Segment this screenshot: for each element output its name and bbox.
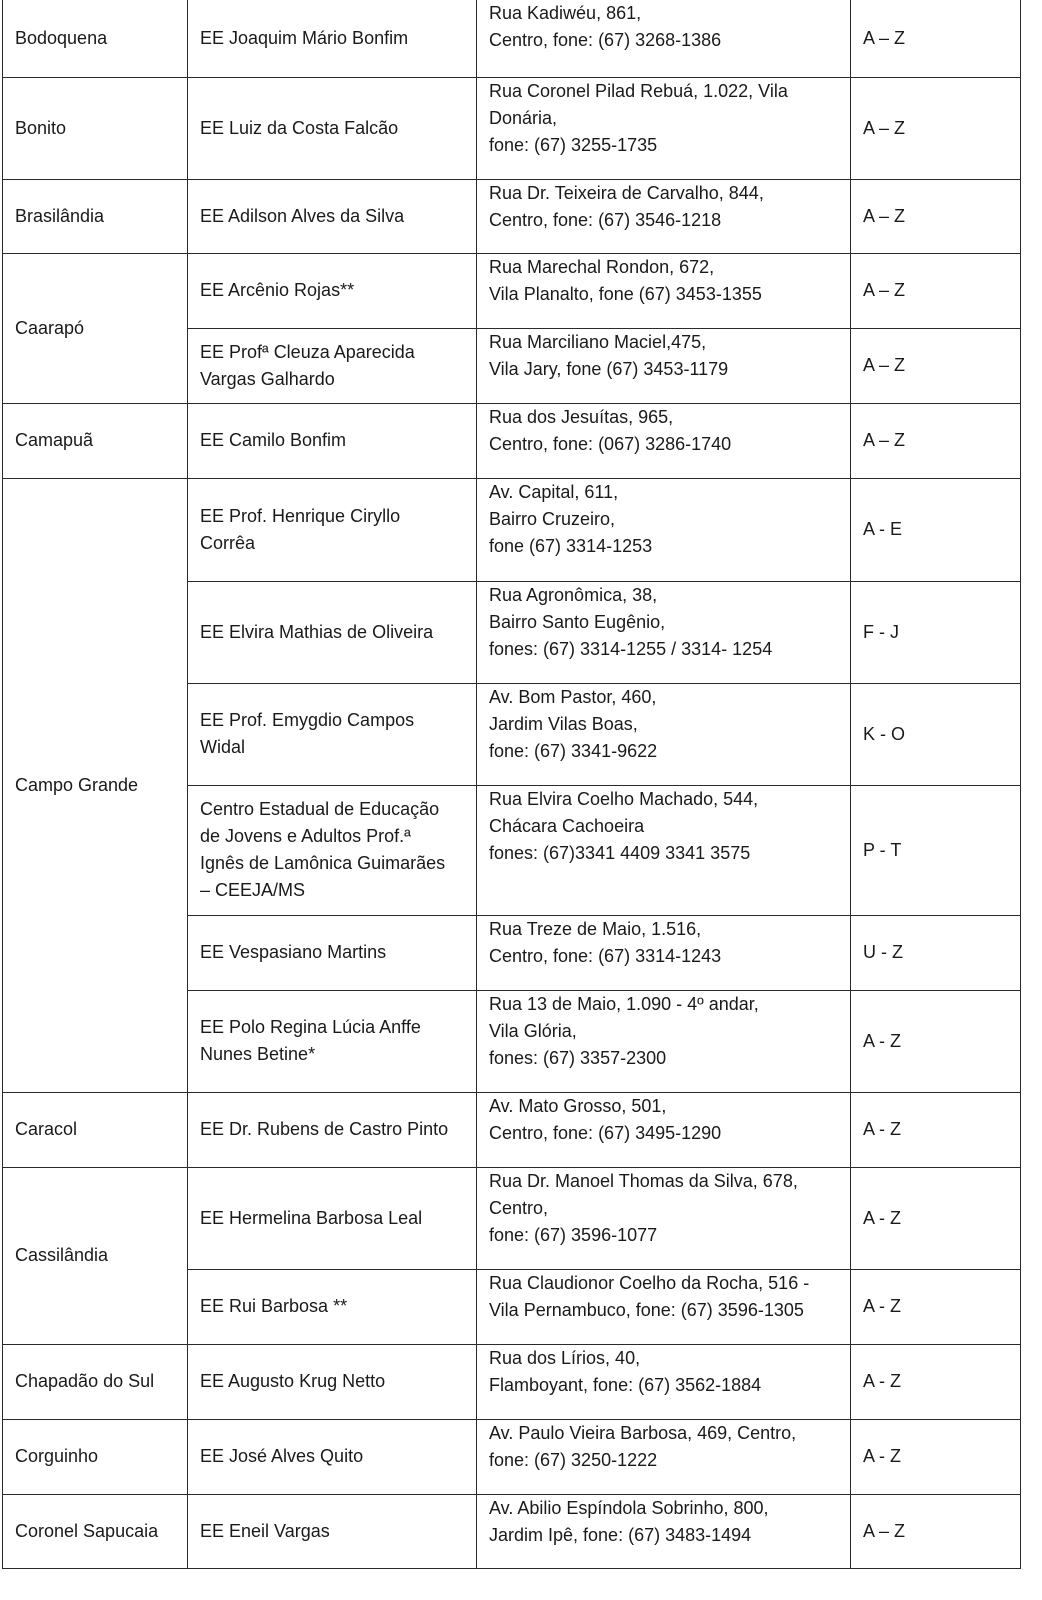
address-line: fones: (67) 3357-2300 (489, 1047, 667, 1068)
address-cell (477, 0, 851, 77)
address-line: Donária, (489, 107, 558, 128)
school-name-line: EE Eneil Vargas (200, 1520, 330, 1541)
address-line: fone (67) 3314-1253 (489, 535, 653, 556)
alphabet-range-cell: A - E (851, 478, 1021, 581)
table-row (3, 179, 1021, 253)
school-name-line: EE Rui Barbosa ** (200, 1296, 348, 1316)
address-line: Chácara Cachoeira (489, 815, 645, 836)
address-line: Av. Mato Grosso, 501, (489, 1095, 667, 1116)
alphabet-range-cell: A - Z (851, 1419, 1021, 1494)
school-name-line: de Jovens e Adultos Prof.ª (200, 826, 411, 846)
school-name-cell (188, 1092, 477, 1167)
alphabet-range-cell: A – Z (851, 253, 1021, 328)
address-line: Centro, fone: (67) 3268-1386 (489, 30, 722, 50)
address-line: Centro, fone: (067) 3286-1740 (489, 433, 732, 454)
address-line: Vila Jary, fone (67) 3453-1179 (489, 358, 729, 379)
address-line: Rua Claudionor Coelho da Rocha, 516 - (489, 1272, 810, 1293)
alphabet-range-cell: A - Z (851, 990, 1021, 1092)
school-name-line: Ignês de Lamônica Guimarães (200, 853, 446, 873)
table-row (3, 1419, 1021, 1494)
school-name-cell (188, 915, 477, 990)
school-name-line: EE Adilson Alves da Silva (200, 205, 405, 226)
alphabet-range-cell: A - Z (851, 1344, 1021, 1419)
school-name-line: Vargas Galhardo (200, 368, 335, 389)
alphabet-range-cell: U - Z (851, 915, 1021, 990)
city-cell: Brasilândia (3, 179, 188, 253)
table-row (3, 1092, 1021, 1167)
address-line: Rua Agronômica, 38, (489, 584, 658, 605)
address-line: fones: (67) 3314-1255 / 3314- 1254 (489, 638, 773, 659)
address-line: Vila Pernambuco, fone: (67) 3596-1305 (489, 1299, 804, 1320)
address-line: Jardim Vilas Boas, (489, 713, 638, 734)
address-cell (477, 1167, 851, 1269)
alphabet-range-cell: A – Z (851, 77, 1021, 179)
alphabet-range-cell: A – Z (851, 403, 1021, 478)
address-line: fone: (67) 3255-1735 (489, 134, 658, 155)
address-line: Rua Kadiwéu, 861, (489, 3, 642, 23)
address-cell (477, 915, 851, 990)
table-row (3, 1167, 1021, 1269)
address-cell (477, 581, 851, 683)
school-name-cell (188, 253, 477, 328)
address-line: Av. Paulo Vieira Barbosa, 469, Centro, (489, 1422, 797, 1443)
address-cell (477, 179, 851, 253)
address-line: fone: (67) 3596-1077 (489, 1224, 658, 1245)
school-name-line: EE Luiz da Costa Falcão (200, 117, 399, 138)
city-cell: Campo Grande (3, 478, 188, 1092)
address-line: Flamboyant, fone: (67) 3562-1884 (489, 1374, 762, 1395)
alphabet-range-cell: A - Z (851, 1167, 1021, 1269)
school-name-line: EE Elvira Mathias de Oliveira (200, 621, 434, 642)
city-cell: Corguinho (3, 1419, 188, 1494)
table-row (3, 77, 1021, 179)
school-name-cell (188, 581, 477, 683)
school-name-cell (188, 328, 477, 403)
address-cell (477, 1092, 851, 1167)
address-line: Vila Glória, (489, 1020, 577, 1041)
address-line: Rua 13 de Maio, 1.090 - 4º andar, (489, 993, 759, 1014)
address-cell (477, 683, 851, 785)
school-name-line: EE Arcênio Rojas** (200, 280, 355, 300)
school-name-cell (188, 1494, 477, 1568)
address-line: Rua Elvira Coelho Machado, 544, (489, 788, 759, 809)
address-line: Bairro Cruzeiro, (489, 508, 616, 529)
address-cell (477, 1419, 851, 1494)
address-line: Av. Bom Pastor, 460, (489, 686, 657, 707)
address-line: Jardim Ipê, fone: (67) 3483-1494 (489, 1524, 752, 1545)
address-line: Rua Dr. Manoel Thomas da Silva, 678, (489, 1170, 798, 1191)
address-line: Centro, fone: (67) 3495-1290 (489, 1122, 722, 1143)
alphabet-range-cell: P - T (851, 785, 1021, 915)
alphabet-range-cell: A - Z (851, 1269, 1021, 1344)
school-name-line: EE Camilo Bonfim (200, 430, 347, 450)
school-name-cell (188, 1167, 477, 1269)
school-name-cell (188, 1269, 477, 1344)
school-name-line: EE Dr. Rubens de Castro Pinto (200, 1119, 449, 1139)
address-cell (477, 1494, 851, 1568)
address-cell (477, 328, 851, 403)
address-line: Rua dos Jesuítas, 965, (489, 406, 674, 427)
school-name-cell (188, 0, 477, 77)
address-cell (477, 1269, 851, 1344)
table-row (3, 1494, 1021, 1568)
city-cell: Camapuã (3, 403, 188, 478)
address-line: Centro, fone: (67) 3314-1243 (489, 945, 722, 966)
school-name-line: EE Joaquim Mário Bonfim (200, 27, 409, 48)
address-cell (477, 785, 851, 915)
alphabet-range-cell: A – Z (851, 328, 1021, 403)
school-name-line: Centro Estadual de Educação (200, 799, 440, 819)
alphabet-range-cell: A – Z (851, 1494, 1021, 1568)
address-cell (477, 253, 851, 328)
school-name-cell (188, 785, 477, 915)
school-name-line: Corrêa (200, 532, 256, 553)
city-cell: Coronel Sapucaia (3, 1494, 188, 1568)
school-name-line: Nunes Betine* (200, 1044, 316, 1064)
table-row (3, 1344, 1021, 1419)
school-name-line: EE José Alves Quito (200, 1446, 364, 1466)
school-name-line: EE Prof. Henrique Ciryllo (200, 505, 401, 526)
city-cell: Cassilândia (3, 1167, 188, 1344)
city-cell: Caarapó (3, 253, 188, 403)
school-name-cell (188, 77, 477, 179)
address-cell (477, 403, 851, 478)
school-name-line: EE Prof. Emygdio Campos (200, 710, 415, 730)
address-cell (477, 1344, 851, 1419)
city-cell: Bonito (3, 77, 188, 179)
address-line: fones: (67)3341 4409 3341 3575 (489, 842, 751, 863)
address-cell (477, 990, 851, 1092)
address-line: Rua Coronel Pilad Rebuá, 1.022, Vila (489, 80, 788, 101)
school-name-cell (188, 478, 477, 581)
school-name-line: EE Vespasiano Martins (200, 942, 387, 962)
school-name-cell (188, 990, 477, 1092)
address-line: fone: (67) 3250-1222 (489, 1449, 658, 1470)
address-line: Rua Marechal Rondon, 672, (489, 256, 715, 277)
city-cell: Chapadão do Sul (3, 1344, 188, 1419)
address-line: Av. Capital, 611, (489, 481, 619, 502)
address-line: fone: (67) 3341-9622 (489, 740, 658, 761)
school-name-line: EE Hermelina Barbosa Leal (200, 1207, 423, 1228)
school-name-cell (188, 179, 477, 253)
school-name-cell (188, 403, 477, 478)
address-line: Bairro Santo Eugênio, (489, 611, 666, 632)
table-row (3, 403, 1021, 478)
address-cell (477, 478, 851, 581)
address-line: Rua Dr. Teixeira de Carvalho, 844, (489, 182, 764, 203)
city-cell: Bodoquena (3, 0, 188, 77)
address-cell (477, 77, 851, 179)
alphabet-range-cell: K - O (851, 683, 1021, 785)
address-line: Centro, (489, 1197, 549, 1218)
school-name-cell (188, 1419, 477, 1494)
table-row (3, 478, 1021, 581)
address-line: Rua Marciliano Maciel,475, (489, 331, 707, 352)
school-name-line: Widal (200, 737, 246, 757)
school-name-cell (188, 683, 477, 785)
schools-table-body (3, 0, 1021, 1568)
alphabet-range-cell: A – Z (851, 0, 1021, 77)
city-cell: Caracol (3, 1092, 188, 1167)
address-line: Centro, fone: (67) 3546-1218 (489, 209, 722, 230)
schools-table (2, 0, 1021, 1569)
table-row (3, 253, 1021, 328)
school-name-line: EE Polo Regina Lúcia Anffe (200, 1017, 421, 1037)
table-row (3, 0, 1021, 77)
school-name-line: EE Augusto Krug Netto (200, 1371, 386, 1391)
address-line: Av. Abilio Espíndola Sobrinho, 800, (489, 1497, 769, 1518)
school-name-line: – CEEJA/MS (200, 880, 306, 900)
alphabet-range-cell: A – Z (851, 179, 1021, 253)
address-line: Rua dos Lírios, 40, (489, 1347, 641, 1368)
school-name-line: EE Profª Cleuza Aparecida (200, 341, 415, 362)
address-line: Rua Treze de Maio, 1.516, (489, 918, 702, 939)
school-name-cell (188, 1344, 477, 1419)
address-line: Vila Planalto, fone (67) 3453-1355 (489, 283, 762, 304)
alphabet-range-cell: A - Z (851, 1092, 1021, 1167)
alphabet-range-cell: F - J (851, 581, 1021, 683)
